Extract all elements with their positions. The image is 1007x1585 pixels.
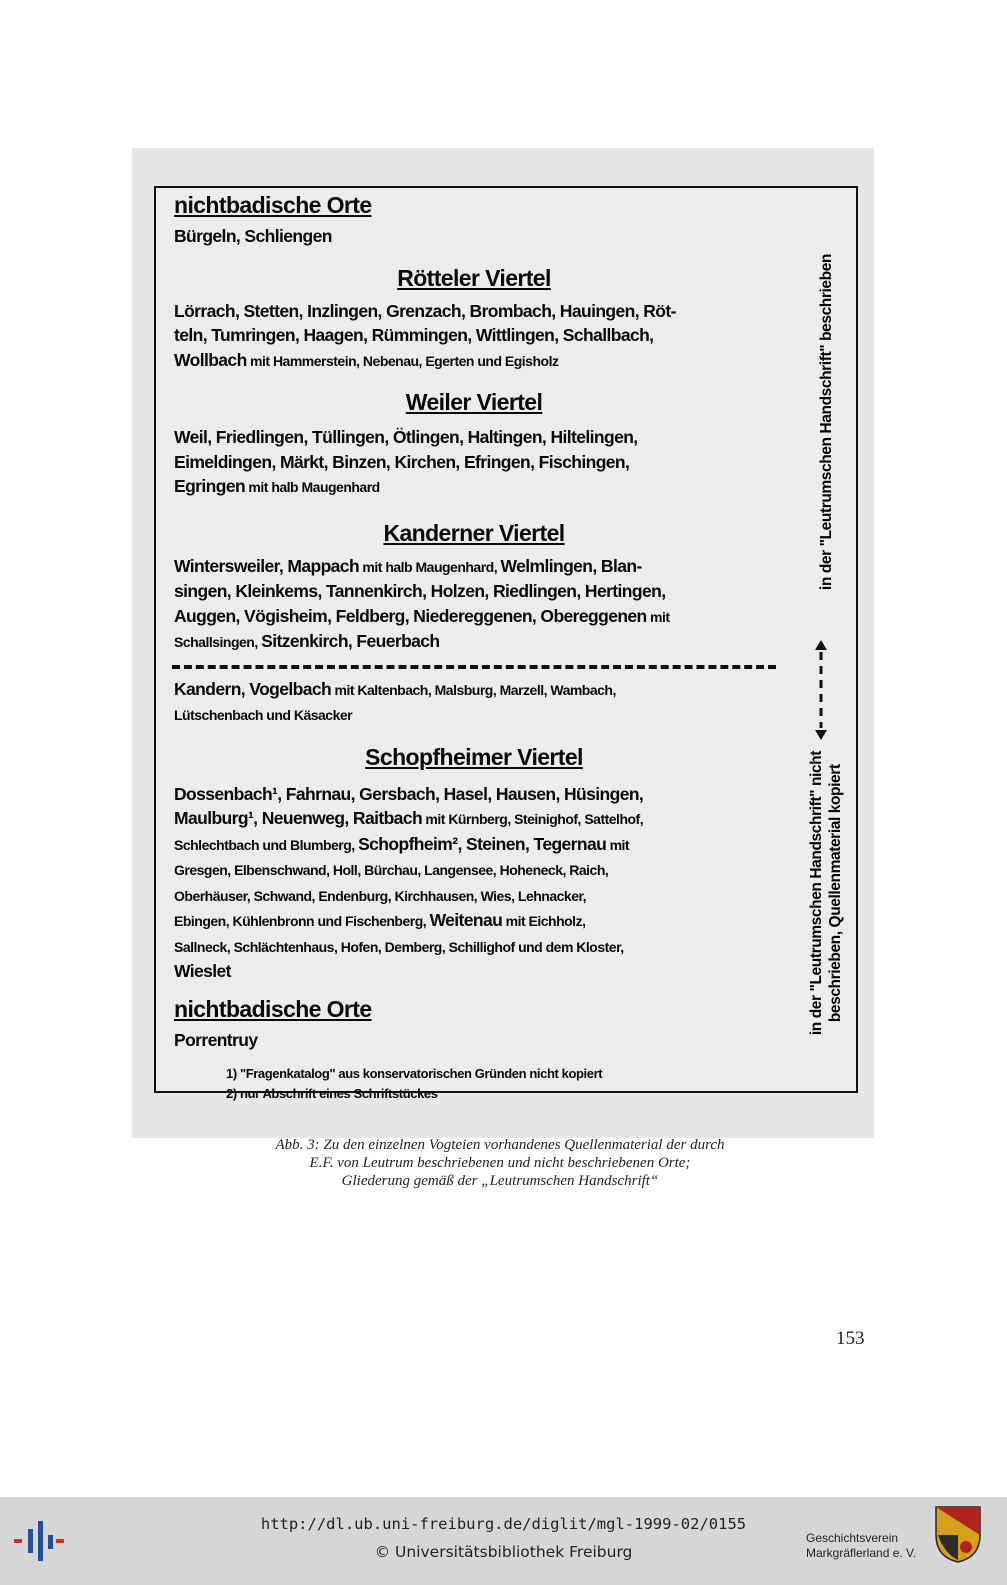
roetteler-places: Lörrach, Stetten, Inzlingen, Grenzach, Brombach, Hauingen, Röt- teln, Tumringen, Haagen, Rümmingen, Wittlingen, Schallbach, Wollbach mit Hammerstein, Nebenau, Egerten und Egisholz (174, 300, 676, 370)
places-nonbaden-1: Bürgeln, Schliengen (174, 226, 332, 246)
coat-of-arms-icon (934, 1505, 982, 1563)
title-schopfheimer: Schopfheimer Viertel (365, 743, 583, 770)
double-arrow-icon (814, 640, 828, 740)
dashed-divider (172, 665, 776, 669)
vertical-label-described: in der "Leutrumschen Handschrift" beschrieben (817, 253, 835, 591)
kanderner-places-not-described: Kandern, Vogelbach mit Kaltenbach, Malsburg, Marzell, Wambach, Lütschenbach und Käsacker (174, 678, 616, 723)
weiler-places: Weil, Friedlingen, Tüllingen, Ötlingen, Haltingen, Hiltelingen, Eimeldingen, Märkt, Binzen, Kirchen, Efringen, Fischingen, Egringen mit halb Maugenhard (174, 427, 638, 496)
document-url[interactable]: http://dl.ub.uni-freiburg.de/diglit/mgl-1999-02/0155 (260, 1515, 747, 1533)
copyright-notice: © Universitätsbibliothek Freiburg (374, 1543, 633, 1561)
section-header-nonbaden-2: nichtbadische Orte (174, 995, 372, 1022)
footer-bar (0, 1497, 1007, 1585)
society-name: Geschichtsverein Markgräflerland e. V. (806, 1531, 917, 1560)
footnote-2: 2) nur Abschrift eines Schriftstückes (226, 1086, 438, 1101)
kanderner-places: Wintersweiler, Mappach mit halb Maugenhard, Welmlingen, Blan- singen, Kleinkems, Tannenkirch, Holzen, Riedlingen, Hertingen, Auggen, Vögisheim, Feldberg, Niedereggenen, Obereggenen mit Schallsingen, Sitzenkirch, Feuerbach (174, 555, 670, 651)
figure-box (154, 186, 858, 1101)
title-weiler: Weiler Viertel (405, 389, 543, 415)
section-header-nonbaden-1: nichtbadische Orte (174, 192, 372, 218)
title-roetteler: Rötteler Viertel (397, 264, 551, 291)
title-kanderner: Kanderner Viertel (383, 519, 565, 546)
vertical-label-not-described: in der "Leutrumschen Handschrift" nicht beschrieben, Quellenmaterial kopiert (808, 750, 844, 1036)
footnote-1: 1) "Fragenkatalog" aus konservatorischen Gründen nicht kopiert (226, 1066, 603, 1081)
places-nonbaden-2: Porrentruy (174, 1029, 258, 1050)
figure-content (174, 188, 774, 1104)
footnotes (174, 1064, 774, 1104)
schopfheimer-places: Dossenbach¹, Fahrnau, Gersbach, Hasel, Hausen, Hüsingen, Maulburg¹, Neuenweg, Raitbach mit Kürnberg, Steinighof, Sattelhof, Schlechtbach und Blumberg, Schopfheim², Steinen, Tegernau mit Gresgen, Elbenschwand, Holl, Bürchau, Langensee, Hoheneck, Raich, Oberhäuser, Schwand, Endenburg, Kirchhausen, Wies, Lehnacker, Ebingen, Kühlenbronn und Fischenberg, Weitenau mit Eichholz, Sallneck, Schlächtenhaus, Hofen, Demberg, Schillighof und dem Kloster, Wieslet (174, 783, 644, 981)
figure-caption: Abb. 3: Zu den einzelnen Vogteien vorhandenes Quellenmaterial der durch E.F. von Leutrum beschriebenen und nicht beschriebenen Orte; Gliederung gemäß der „Leutrumschen Handschrift“ (275, 1137, 725, 1189)
page-number: 153 (836, 1328, 865, 1349)
